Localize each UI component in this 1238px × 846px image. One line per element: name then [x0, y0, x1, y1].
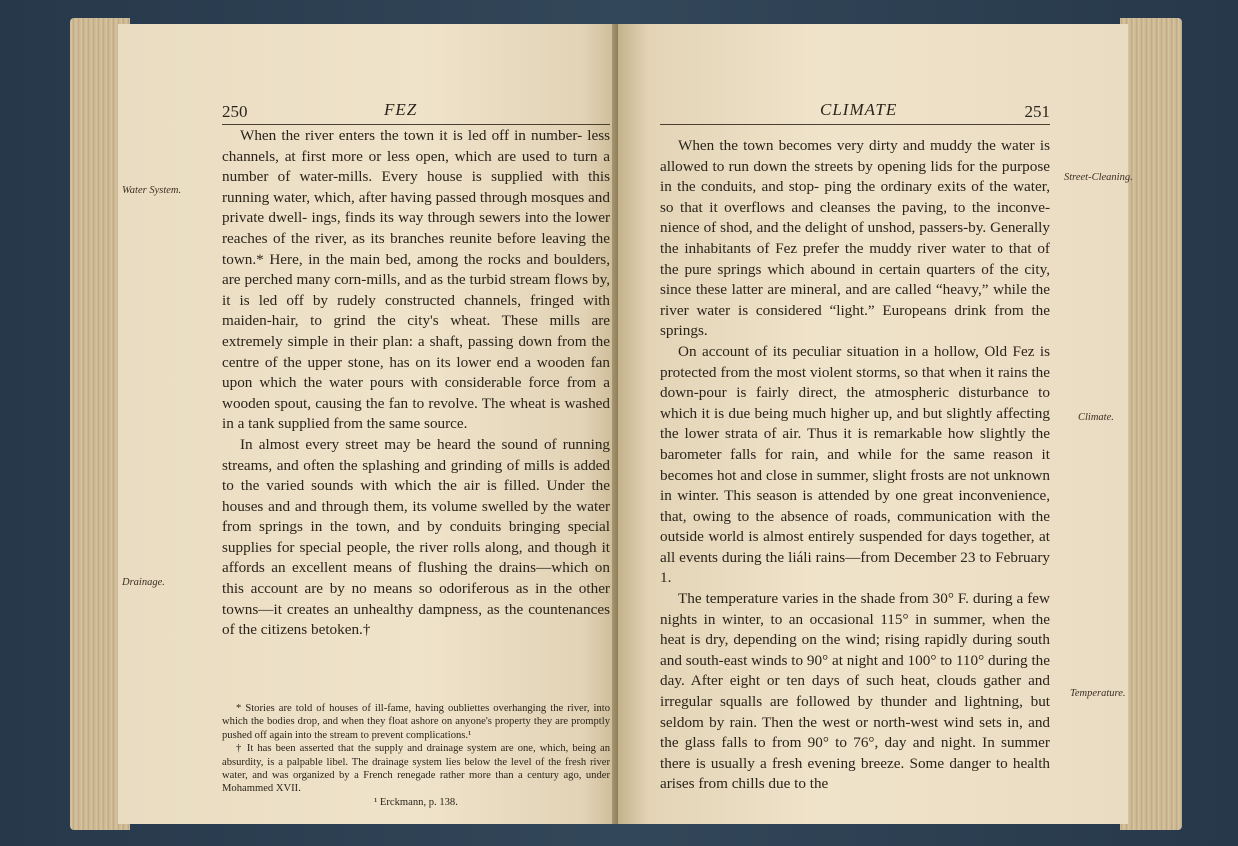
right-body-text [660, 136, 1050, 795]
right-page-number: 251 [1024, 102, 1050, 121]
paragraph-climate: On account of its peculiar situation in a hollow, Old Fez is protected from the most violent storms, so that when it rains the down-pour is fairly direct, the atmospheric disturbance to which it is due being much higher up, and but slightly affecting the lower strata of air. Thus it is remarkable how slightly the barometer falls for rain, and while for the same reason it becomes hot and close in summer, slight frosts are not unknown in winter. This season is attended by one great inconvenience, that, owing to the absence of roads, communication with the outside world is almost entirely suspended for days together, at all events during the liáli rains—from December 23 to February 1. [660, 342, 1051, 587]
footnote-reference: ¹ Erckmann, p. 138. [374, 796, 458, 808]
right-page-edges [1120, 18, 1182, 830]
paragraph-temperature: The temperature varies in the shade from 30° F. during a few nights in winter, to an occasional 115° in summer, when the heat is dry, depending on the wind; rising rapidly during south and south-east winds to 90° at night and 100° to 110° during the day. After eight or ten days of such heat, clouds gather and irregular squalls are followed by thunder and lightning, but seldom by rain. Then the west or north-west wind sets in, and the glass falls to from 90° to 76°, day and night. In summer there is usually a fresh evening breeze. Some danger to health arises from chills due to the [660, 590, 1051, 793]
margin-note-water-system: Water System. [122, 185, 182, 196]
right-running-head: CLIMATE [820, 100, 898, 119]
paragraph-water-system: When the river enters the town it is led off in number- less channels, at first more or less open, which are used to turn a number of water-mills. Every house is supplied with this running water, which, after having passed through mosques and private dwell- ings, finds its way through sewers into the lower reaches of the river, as its branches reunite before leaving the town.* Here, in the main bed, among the rocks and boulders, are perched many corn-mills, and as the turbid stream flows by, it is led off by rudely constructed channels, fringed with maiden-hair, to grind the city's wheat. These mills are extremely simple in their plan: a shaft, passing down from the centre of the upper stone, has on its lower end a wooden fan upon which the water pours with considerable force from a wooden spout, causing the fan to revolve. The wheat is washed in a tank supplied from the same source. [222, 127, 611, 433]
left-running-head: FEZ [384, 100, 418, 119]
left-page [118, 24, 624, 824]
right-page [618, 24, 1133, 824]
left-running-header [222, 100, 610, 125]
margin-note-climate: Climate. [1078, 412, 1114, 423]
margin-note-street-cleaning: Street-Cleaning. [1064, 172, 1133, 183]
left-page-number: 250 [222, 102, 248, 121]
left-footnotes [222, 702, 610, 809]
paragraph-drainage: In almost every street may be heard the sound of running streams, and often the splashing and grinding of mills is added to the varied sounds with which the air is filled. Under the houses and and through them, its volume swelled by the water from springs in the town, and by conduits bringing special supplies for special people, the river rolls along, and though it affords an excellent means of flushing the drains—which on this account are by no means so odoriferous as in the other towns—it creates an unhealthy dampness, as the countenances of the citizens betoken.† [222, 435, 611, 639]
left-body-text [222, 126, 610, 641]
footnote-dagger: † It has been asserted that the supply and drainage system are one, which, being an absurdity, is a palpable libel. The drainage system lies below the level of the fresh river water, and was organized by a French renegade rather more than a century ago, under Mohammed XVII. [222, 743, 610, 795]
margin-note-temperature: Temperature. [1070, 688, 1126, 699]
margin-note-drainage: Drainage. [122, 577, 165, 588]
paragraph-street-cleaning: When the town becomes very dirty and muddy the water is allowed to run down the streets by opening lids for the purpose in the conduits, and stop- ping the ordinary exits of the water, so that it overflows and cleanses the paving, to the inconve- nience of shod, and the delight of unshod, passers-by. Generally the inhabitants of Fez prefer the muddy river water to that of the pure springs which abound in certain quarters of the city, since these latter are mineral, and are called “heavy,” while the river water is considered “light.” Europeans drink from the springs. [660, 137, 1051, 340]
right-running-header [660, 100, 1050, 125]
footnote-star: * Stories are told of houses of ill-fame, having oubliettes overhanging the river, into which the bodies drop, and when they float ashore on anyone's property they are promptly pushed off again into the stream to prevent complications.¹ [222, 703, 610, 741]
